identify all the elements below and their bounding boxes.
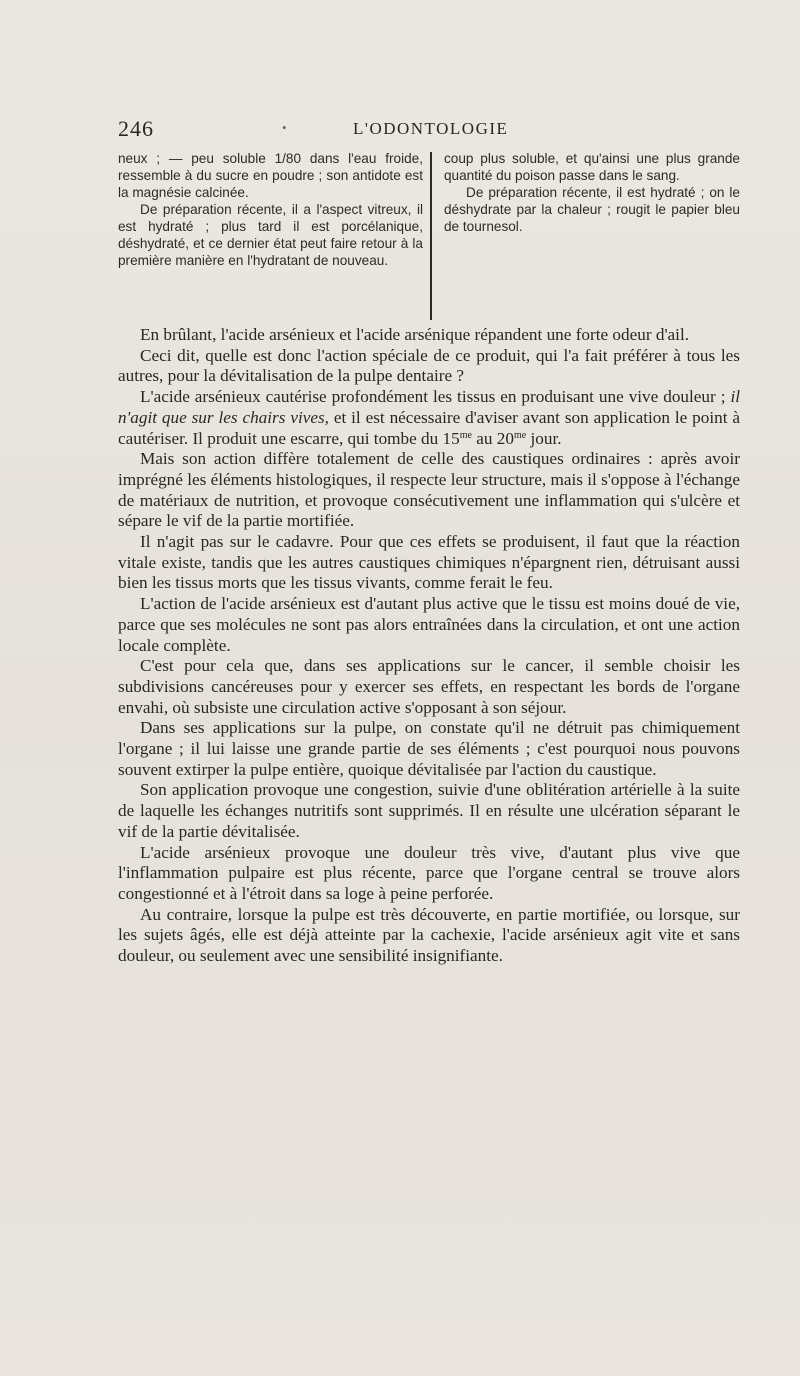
two-column-note [118, 150, 740, 323]
paragraph: Ceci dit, quelle est donc l'action spéciale de ce produit, qui l'a fait préférer à tous les autres, pour la dévitalisation de la pulpe dentaire ? [118, 345, 740, 386]
paragraph: L'acide arsénieux provoque une douleur très vive, d'autant plus vive que l'inflammation pulpaire est plus récente, parce que l'organe central se trouve alors congestionné et à l'étroit dans sa loge à peine perforée. [118, 842, 740, 903]
main-text [118, 325, 740, 967]
text-run: et il est nécessaire d'aviser avant son application le point à cautériser. Il produit une escarre, qui tombe du 15 [118, 407, 740, 448]
italic-emphasis: il n'agit que sur les chairs vives, [118, 387, 740, 427]
superscript: me [459, 429, 472, 441]
right-column [444, 150, 740, 235]
paragraph: Son application provoque une congestion, suivie d'une oblitération artérielle à la suite de laquelle les échanges nutritifs sont supprimés. Il en résulte une ulcération séparant le vif de la partie dévitalisée. [118, 780, 740, 841]
paragraph: L'action de l'acide arsénieux est d'autant plus active que le tissu est moins doué de vie, parce que ses molécules ne sont pas alors entraînées dans la circulation, et ont une action locale complète. [118, 594, 740, 655]
paragraph: Dans ses applications sur la pulpe, on constate qu'il ne détruit pas chimiquement l'organe ; il lui laisse une grande partie de ses éléments ; c'est pourquoi nous pouvons souvent extirper la pulpe entière, quoique dévitalisée par l'action du caustique. [118, 718, 740, 779]
header-dot: • [282, 120, 287, 135]
paragraph: Au contraire, lorsque la pulpe est très découverte, en partie mortifiée, ou lorsque, sur les sujets âgés, elle est déjà atteinte par la cachexie, l'acide arsénieux agit vite et sans douleur, ou seulement avec une sensibilité insignifiante. [118, 904, 740, 966]
paragraph: En brûlant, l'acide arsénieux et l'acide arsénique répandent une forte odeur d'ail. [140, 325, 690, 344]
left-column [118, 150, 423, 269]
page-number: 246 [118, 116, 154, 141]
paragraph: Il n'agit pas sur le cadavre. Pour que ces effets se produisent, il faut que la réaction vitale existe, tandis que les autres caustiques chimiques n'épargnent rien, détruisant aussi bien les tissus morts que les tissus vivants, comme ferait le feu. [118, 532, 740, 593]
superscript: me [513, 429, 527, 441]
running-title: L'ODONTOLOGIE [353, 119, 509, 138]
right-column-paragraph: coup plus soluble, et qu'ainsi une plus grande quantité du poison passe dans le sang. [444, 151, 740, 183]
left-column-paragraph: neux ; — peu soluble 1/80 dans l'eau froide, ressemble à du sucre en poudre ; son antidote est la magnésie calcinée. [118, 151, 423, 200]
paragraph [118, 387, 740, 449]
text-run: au 20 [471, 428, 514, 448]
right-column-paragraph: De préparation récente, il est hydraté ; on le déshydrate par la chaleur ; rougit le papier bleu de tournesol. [444, 185, 740, 234]
text-run: jour. [526, 428, 562, 448]
paragraph: Mais son action diffère totalement de celle des caustiques ordinaires : après avoir imprégné les éléments histologiques, il respecte leur structure, mais il s'oppose à l'échange de matériaux de nutrition, et provoque consécutivement une inflammation qui s'ulcère et sépare le vif de la partie mortifiée. [118, 449, 740, 531]
text-run: L'acide arsénieux cautérise profondément les tissus en produisant une vive douleur ; [140, 387, 731, 407]
left-column-paragraph: De préparation récente, il a l'aspect vitreux, il est hydraté ; plus tard il est porcélanique, déshydraté, et ce dernier état peut faire retour à la première manière en l'hydratant de nouveau. [118, 202, 423, 268]
paragraph: C'est pour cela que, dans ses applications sur le cancer, il semble choisir les subdivisions cancéreuses pour y exercer ses effets, en respectant les bords de l'organe envahi, où subsiste une circulation active s'opposant à son séjour. [118, 656, 740, 717]
column-divider [430, 152, 432, 320]
page-header [118, 116, 740, 142]
